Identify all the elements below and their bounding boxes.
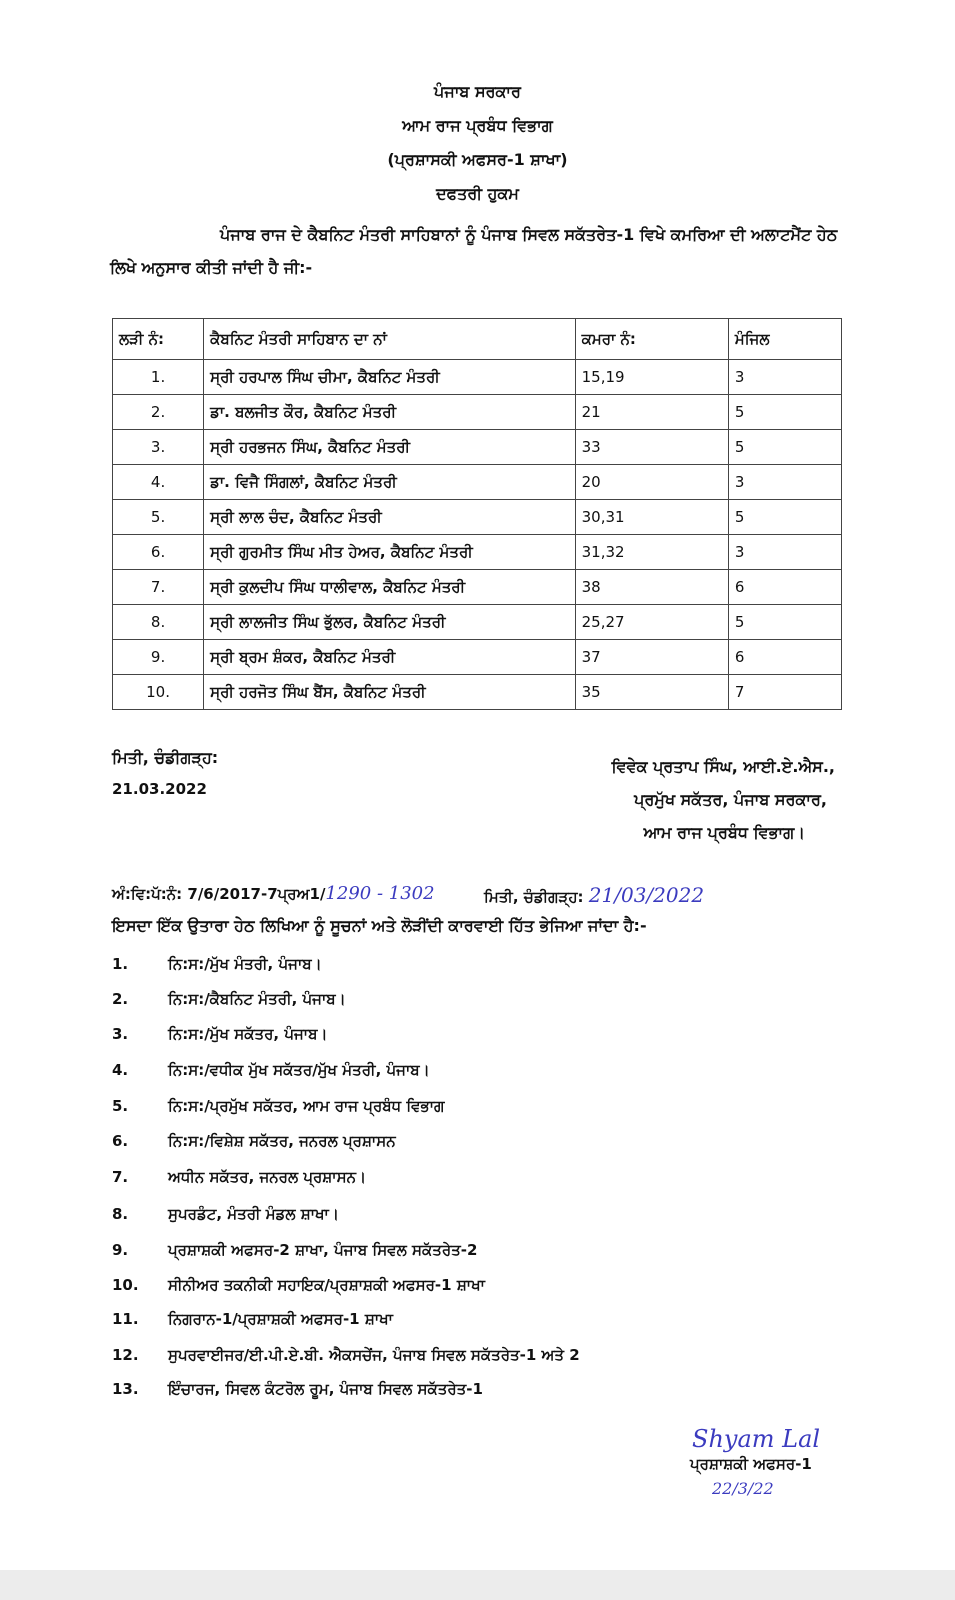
floor-cell: 3: [728, 535, 841, 570]
floor-cell: 5: [728, 605, 841, 640]
col-header-serial: ਲੜੀ ਨੰ:: [113, 319, 204, 360]
minister-name-cell: ਸ੍ਰੀ ਕੁਲਦੀਪ ਸਿੰਘ ਧਾਲੀਵਾਲ, ਕੈਬਨਿਟ ਮੰਤਰੀ: [204, 570, 576, 605]
copy-list-number: 8.: [112, 1205, 129, 1223]
copy-list-item: ਨਿ:ਸ:/ਪ੍ਰਮੁੱਖ ਸਕੱਤਰ, ਆਮ ਰਾਜ ਪ੍ਰਬੰਧ ਵਿਭਾਗ: [168, 1097, 445, 1115]
copy-list-item: ਨਿ:ਸ:/ਮੁੱਖ ਮੰਤਰੀ, ਪੰਜਾਬ।: [168, 955, 322, 973]
col-header-name: ਕੈਬਨਿਟ ਮੰਤਰੀ ਸਾਹਿਬਾਨ ਦਾ ਨਾਂ: [204, 319, 576, 360]
room-number-cell: 37: [575, 640, 728, 675]
reference-number: ਅੰ:ਵਿ:ਪੱ:ਨੰ: 7/6/2017-7ਪ੍ਰਅ1/: [112, 885, 326, 903]
header-line-3: (ਪ੍ਰਸ਼ਾਸਕੀ ਅਫਸਰ-1 ਸ਼ਾਖਾ): [387, 150, 568, 169]
serial-cell: 6.: [113, 535, 204, 570]
copy-list-item: ਸੁਪਰਡੰਟ, ਮੰਤਰੀ ਮੰਡਲ ਸ਼ਾਖਾ।: [168, 1205, 339, 1223]
col-header-floor: ਮੰਜਿਲ: [728, 319, 841, 360]
copy-list-item: ਨਿ:ਸ:/ਵਿਸ਼ੇਸ਼ ਸਕੱਤਰ, ਜਨਰਲ ਪ੍ਰਸ਼ਾਸਨ: [168, 1132, 396, 1150]
room-number-cell: 30,31: [575, 500, 728, 535]
table-row: [113, 570, 842, 605]
room-number-cell: 33: [575, 430, 728, 465]
table-row: [113, 535, 842, 570]
serial-cell: 9.: [113, 640, 204, 675]
table-row: [113, 675, 842, 710]
handwritten-reference: 1290 - 1302: [325, 883, 435, 904]
serial-cell: 1.: [113, 360, 204, 395]
signatory-designation: ਪ੍ਰਮੁੱਖ ਸਕੱਤਰ, ਪੰਜਾਬ ਸਰਕਾਰ,: [634, 790, 827, 809]
serial-cell: 7.: [113, 570, 204, 605]
room-number-cell: 38: [575, 570, 728, 605]
copy-list-item: ਇੰਚਾਰਜ, ਸਿਵਲ ਕੰਟਰੋਲ ਰੂਮ, ਪੰਜਾਬ ਸਿਵਲ ਸਕੱਤਰੇਤ-1: [168, 1380, 483, 1398]
handwritten-signature: Shyam Lal: [692, 1425, 821, 1453]
minister-name-cell: ਸ੍ਰੀ ਲਾਲਜੀਤ ਸਿੰਘ ਭੁੱਲਰ, ਕੈਬਨਿਟ ਮੰਤਰੀ: [204, 605, 576, 640]
copy-list-number: 10.: [112, 1276, 139, 1294]
floor-cell: 7: [728, 675, 841, 710]
serial-cell: 5.: [113, 500, 204, 535]
minister-name-cell: ਸ੍ਰੀ ਬ੍ਰਮ ਸ਼ੰਕਰ, ਕੈਬਨਿਟ ਮੰਤਰੀ: [204, 640, 576, 675]
minister-name-cell: ਸ੍ਰੀ ਲਾਲ ਚੰਦ, ਕੈਬਨਿਟ ਮੰਤਰੀ: [204, 500, 576, 535]
minister-name-cell: ਡਾ. ਬਲਜੀਤ ਕੌਰ, ਕੈਬਨਿਟ ਮੰਤਰੀ: [204, 395, 576, 430]
minister-name-cell: ਸ੍ਰੀ ਗੁਰਮੀਤ ਸਿੰਘ ਮੀਤ ਹੇਅਰ, ਕੈਬਨਿਟ ਮੰਤਰੀ: [204, 535, 576, 570]
floor-cell: 5: [728, 395, 841, 430]
copy-list-item: ਸੀਨੀਅਰ ਤਕਨੀਕੀ ਸਹਾਇਕ/ਪ੍ਰਸ਼ਾਸ਼ਕੀ ਅਫਸਰ-1 ਸ਼ਾਖਾ: [168, 1276, 485, 1294]
signature-block: [690, 1425, 850, 1515]
copy-list-number: 11.: [112, 1310, 139, 1328]
serial-cell: 2.: [113, 395, 204, 430]
floor-cell: 3: [728, 360, 841, 395]
copy-list-item: ਸੁਪਰਵਾਈਜਰ/ਈ.ਪੀ.ਏ.ਬੀ. ਐਕਸਚੇਂਜ, ਪੰਜਾਬ ਸਿਵਲ ਸਕੱਤਰੇਤ-1 ਅਤੇ 2: [168, 1346, 580, 1364]
floor-cell: 6: [728, 570, 841, 605]
signatory-department: ਆਮ ਰਾਜ ਪ੍ਰਬੰਧ ਵਿਭਾਗ।: [643, 823, 805, 842]
copy-list-number: 6.: [112, 1132, 129, 1150]
table-row: [113, 605, 842, 640]
signature-date: 22/3/22: [712, 1479, 774, 1498]
endorsement-intro: ਇਸਦਾ ਇੱਕ ਉਤਾਰਾ ਹੇਠ ਲਿਖਿਆ ਨੂੰ ਸੂਚਨਾਂ ਅਤੇ ਲੋੜੀਂਦੀ ਕਾਰਵਾਈ ਹਿੱਤ ਭੇਜਿਆ ਜਾਂਦਾ ਹੈ:-: [112, 916, 647, 935]
document-title: ਦਫਤਰੀ ਹੁਕਮ: [436, 184, 519, 203]
serial-cell: 8.: [113, 605, 204, 640]
header-line-2: ਆਮ ਰਾਜ ਪ੍ਰਬੰਧ ਵਿਭਾਗ: [402, 116, 553, 135]
room-number-cell: 21: [575, 395, 728, 430]
floor-cell: 6: [728, 640, 841, 675]
endorsement-date: [484, 883, 704, 907]
col-header-room: ਕਮਰਾ ਨੰ:: [575, 319, 728, 360]
table-header-row: [113, 319, 842, 360]
copy-list-number: 13.: [112, 1380, 139, 1398]
floor-cell: 3: [728, 465, 841, 500]
table-row: [113, 640, 842, 675]
room-number-cell: 25,27: [575, 605, 728, 640]
order-date: 21.03.2022: [112, 780, 207, 798]
serial-cell: 10.: [113, 675, 204, 710]
room-number-cell: 15,19: [575, 360, 728, 395]
room-number-cell: 20: [575, 465, 728, 500]
table-row: [113, 360, 842, 395]
copy-list-number: 3.: [112, 1025, 129, 1043]
copy-list-number: 9.: [112, 1241, 129, 1259]
handwritten-date: 21/03/2022: [588, 883, 705, 907]
copy-list-item: ਨਿ:ਸ:/ਮੁੱਖ ਸਕੱਤਰ, ਪੰਜਾਬ।: [168, 1025, 328, 1043]
signature-designation: ਪ੍ਰਸ਼ਾਸ਼ਕੀ ਅਫਸਰ-1: [690, 1455, 812, 1473]
table-row: [113, 500, 842, 535]
header-line-1: ਪੰਜਾਬ ਸਰਕਾਰ: [434, 82, 521, 101]
minister-name-cell: ਡਾ. ਵਿਜੈ ਸਿੰਗਲਾਂ, ਕੈਬਨਿਟ ਮੰਤਰੀ: [204, 465, 576, 500]
minister-name-cell: ਸ੍ਰੀ ਹਰਪਾਲ ਸਿੰਘ ਚੀਮਾ, ਕੈਬਨਿਟ ਮੰਤਰੀ: [204, 360, 576, 395]
copy-list-item: ਨਿ:ਸ:/ਵਧੀਕ ਮੁੱਖ ਸਕੱਤਰ/ਮੁੱਖ ਮੰਤਰੀ, ਪੰਜਾਬ।: [168, 1061, 430, 1079]
copy-list-item: ਨਿ:ਸ:/ਕੈਬਨਿਟ ਮੰਤਰੀ, ਪੰਜਾਬ।: [168, 990, 346, 1008]
room-number-cell: 35: [575, 675, 728, 710]
copy-list-number: 5.: [112, 1097, 129, 1115]
copy-list-number: 2.: [112, 990, 129, 1008]
copy-list-number: 12.: [112, 1346, 139, 1364]
minister-name-cell: ਸ੍ਰੀ ਹਰਭਜਨ ਸਿੰਘ, ਕੈਬਨਿਟ ਮੰਤਰੀ: [204, 430, 576, 465]
bottom-strip: [0, 1570, 955, 1600]
room-allocation-table: [112, 318, 842, 710]
copy-list-item: ਨਿਗਰਾਨ-1/ਪ੍ਰਸ਼ਾਸ਼ਕੀ ਅਫਸਰ-1 ਸ਼ਾਖਾ: [168, 1310, 393, 1328]
table-row: [113, 430, 842, 465]
table-row: [113, 465, 842, 500]
copy-list-number: 7.: [112, 1168, 129, 1186]
serial-cell: 4.: [113, 465, 204, 500]
endorsement-date-label: ਮਿਤੀ, ਚੰਡੀਗੜ੍ਹ:: [484, 888, 584, 906]
table-row: [113, 395, 842, 430]
place-label: ਮਿਤੀ, ਚੰਡੀਗੜ੍ਹ:: [112, 748, 219, 767]
minister-name-cell: ਸ੍ਰੀ ਹਰਜੋਤ ਸਿੰਘ ਬੈਂਸ, ਕੈਬਨਿਟ ਮੰਤਰੀ: [204, 675, 576, 710]
copy-list-item: ਅਧੀਨ ਸਕੱਤਰ, ਜਨਰਲ ਪ੍ਰਸ਼ਾਸਨ।: [168, 1168, 367, 1186]
floor-cell: 5: [728, 500, 841, 535]
copy-list-number: 1.: [112, 955, 129, 973]
signatory-name: ਵਿਵੇਕ ਪ੍ਰਤਾਪ ਸਿੰਘ, ਆਈ.ਏ.ਐਸ.,: [611, 757, 835, 776]
room-number-cell: 31,32: [575, 535, 728, 570]
copy-list-number: 4.: [112, 1061, 129, 1079]
serial-cell: 3.: [113, 430, 204, 465]
endorsement-reference: [112, 883, 435, 904]
floor-cell: 5: [728, 430, 841, 465]
copy-list-item: ਪ੍ਰਸ਼ਾਸ਼ਕੀ ਅਫਸਰ-2 ਸ਼ਾਖਾ, ਪੰਜਾਬ ਸਿਵਲ ਸਕੱਤਰੇਤ-2: [168, 1241, 478, 1259]
intro-paragraph: ਪੰਜਾਬ ਰਾਜ ਦੇ ਕੈਬਨਿਟ ਮੰਤਰੀ ਸਾਹਿਬਾਨਾਂ ਨੂੰ ਪੰਜਾਬ ਸਿਵਲ ਸਕੱਤਰੇਤ-1 ਵਿਖੇ ਕਮਰਿਆ ਦੀ ਅਲਾਟਮੈਂਟ ਹੇਠ ਲਿਖੇ ਅਨੁਸਾਰ ਕੀਤੀ ਜਾਂਦੀ ਹੈ ਜੀ:-: [110, 225, 838, 277]
